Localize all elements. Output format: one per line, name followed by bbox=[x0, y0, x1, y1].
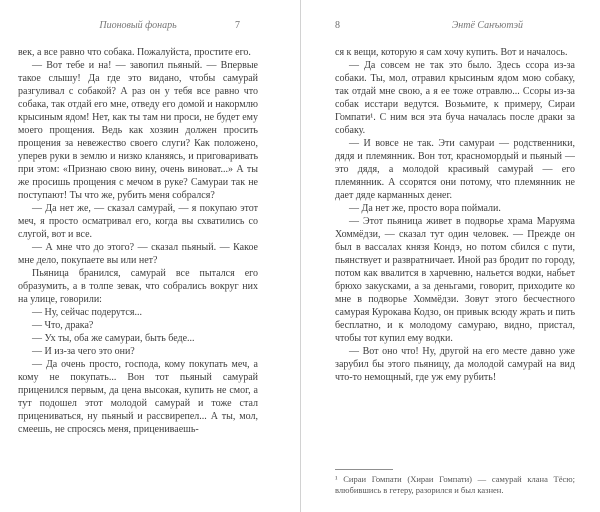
paragraph: — Да очень просто, господа, кому покупать меч, а кому не покупать... Вон тот пьяный самурай приценился первым, да цена высокая, купить не смог, а тут подошел этот молодой самурай и тоже стал прицениваться, ну пьяный и рассвирепел... А ты, мол, смеешь, не спросясь меня, прицениваешь- bbox=[18, 359, 258, 435]
page-number-left: 7 bbox=[235, 20, 240, 31]
page-right bbox=[300, 0, 600, 512]
page-header-right bbox=[335, 20, 575, 36]
paragraph: ся к вещи, которую я сам хочу купить. Вот и началось. bbox=[335, 47, 568, 58]
paragraph: Пьяница бранился, самурай все пытался его образумить, а в толпе зевак, что собрались вокруг них на улице, говорили: bbox=[18, 268, 258, 305]
paragraph: — Этот пьяница живет в подворье храма Маруяма Хоммёдзи, — сказал тут один человек. — Прежде он был в вассалах князя Кондэ, но потом сбился с пути, пьянствует и развратничает. Иной раз бродит по городу, потом как ввалится в харчевню, нальется водки, набьет брюхо закусками, а за деньгами, говорит, приходите ко мне в подворье Хоммёдзи. Зовут этого бесчестного самурая Курокава Кодзо, он привык всюду жрать и пить бесплатно, и к молодому самураю, видно, пристал, чтобы тот купил ему водки. bbox=[335, 216, 575, 344]
paragraph: — И вовсе не так. Эти самураи — родственники, дядя и племянник. Вон тот, красномордый и пьяный — это дядя, а молодой красивый самурай — его племянник. А ссорятся они потому, что племянник не дает дяде карманных денег. bbox=[335, 138, 575, 201]
paragraph: век, а все равно что собака. Пожалуйста, простите его. bbox=[18, 47, 251, 58]
paragraph: — И из-за чего это они? bbox=[32, 346, 135, 357]
paragraph: — Да нет же, просто вора поймали. bbox=[349, 203, 501, 214]
paragraph: — Ну, сейчас подерутся... bbox=[32, 307, 142, 318]
page-header-left bbox=[18, 20, 258, 36]
footnote-text: ¹ Сираи Гомпати (Хираи Гомпати) — самурай клана Тёсю; влюбившись в гетеру, разорился и был казнен. bbox=[335, 474, 575, 495]
running-title-book: Пионовый фонарь bbox=[99, 20, 177, 31]
paragraph: — Да совсем не так это было. Здесь ссора из-за собаки. Ты, мол, отравил крысиным ядом мою собаку, так отдай мне свою, а я ее тоже отравлю... Ссоры из-за собак исстари ведутся. Возьмите, к примеру, Сираи Гомпати¹. С ним вся эта буча началась после драки за собаку. bbox=[335, 60, 575, 136]
paragraph: — Да нет же, — сказал самурай, — я покупаю этот меч, я просто осматривал его, когда вы схватились со слугой, вот и все. bbox=[18, 203, 258, 240]
running-title-author: Энтё Санъютэй bbox=[451, 20, 523, 31]
page-text-left bbox=[18, 46, 258, 436]
page-text-right bbox=[335, 46, 575, 384]
paragraph: — Ух ты, оба же самураи, быть беде... bbox=[32, 333, 195, 344]
paragraph: — Вот оно что! Ну, другой на его месте давно уже зарубил бы этого пьяницу, да молодой самурай на вид что-то немощный, где уж ему рубить! bbox=[335, 346, 575, 383]
paragraph: — А мне что до этого? — сказал пьяный. — Какое мне дело, покупаете вы или нет? bbox=[18, 242, 258, 266]
paragraph: — Что, драка? bbox=[32, 320, 94, 331]
footnote-block bbox=[335, 469, 575, 496]
page-number-right: 8 bbox=[335, 20, 340, 31]
paragraph: — Вот тебе и на! — завопил пьяный. — Впервые такое слышу! Да где это видано, чтобы самурай разгуливал с собакой? А раз он у тебя все равно что собака, так отдай его мне, отведу его домой и накормлю крысиным ядом! Нет, как ты там ни проси, не будет ему моего прощения. Ведь как хозяин должен просить прощения за невежество своего слуги? Как положено, уперев руки в землю и низко кланяясь, и приговаривать при этом: «Признаю свою вину, очень виноват...» А ты же просишь прощения с мечом в руке? Самураи так не поступают! Ты что же, рубить меня собрался? bbox=[18, 60, 258, 201]
footnote-rule bbox=[335, 469, 393, 470]
